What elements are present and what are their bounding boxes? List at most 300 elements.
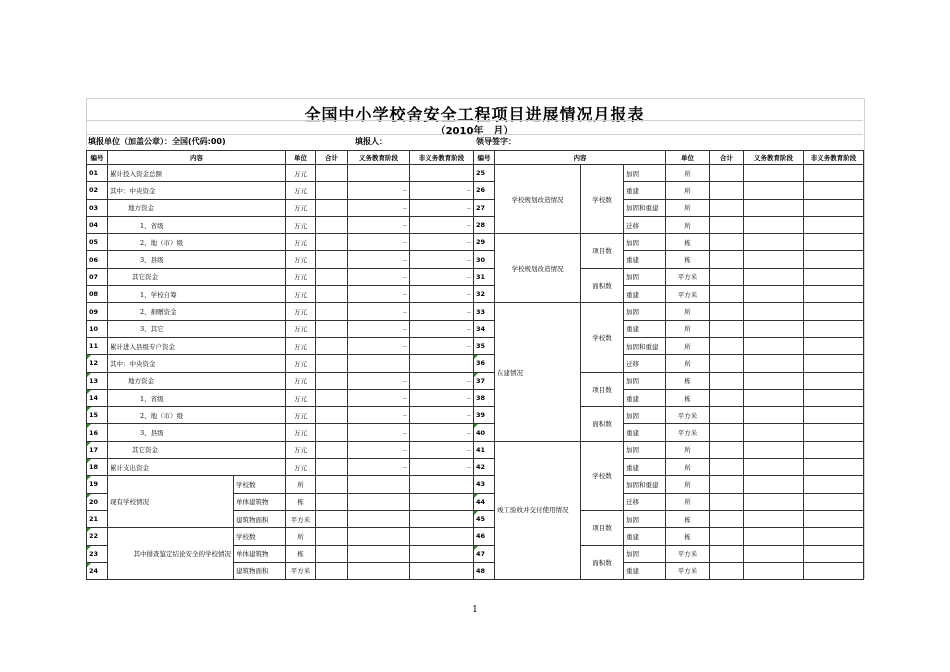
type-cell: 重建 (624, 528, 666, 545)
compulsory-cell[interactable] (744, 165, 804, 182)
unit-cell: 所 (666, 182, 710, 199)
row-number: 27 (474, 199, 495, 216)
noncompulsory-cell[interactable] (804, 562, 864, 579)
total-cell[interactable] (316, 199, 348, 216)
total-cell[interactable] (316, 407, 348, 424)
content-cell: 1、学校自筹 (108, 286, 286, 303)
noncompulsory-cell[interactable]: -- (410, 424, 474, 441)
row-number: 18 (87, 459, 108, 476)
noncompulsory-cell[interactable] (410, 510, 474, 527)
total-cell[interactable] (316, 216, 348, 233)
compulsory-cell[interactable] (348, 528, 410, 545)
total-cell[interactable] (710, 407, 744, 424)
noncompulsory-cell[interactable]: -- (410, 303, 474, 320)
content-cell: 2、捐赠资金 (108, 303, 286, 320)
compulsory-cell[interactable] (744, 441, 804, 458)
noncompulsory-cell[interactable] (804, 510, 864, 527)
compulsory-cell[interactable] (744, 562, 804, 579)
unit-cell: 所 (666, 337, 710, 354)
total-cell[interactable] (316, 493, 348, 510)
total-cell[interactable] (710, 234, 744, 251)
total-cell[interactable] (710, 424, 744, 441)
row-number: 24 (87, 562, 108, 579)
sub-item-cell: 建筑物面积 (234, 562, 286, 579)
total-cell[interactable] (710, 476, 744, 493)
type-cell: 迁移 (624, 355, 666, 372)
type-cell: 加固 (624, 545, 666, 562)
total-cell[interactable] (710, 528, 744, 545)
compulsory-cell[interactable] (744, 528, 804, 545)
noncompulsory-cell[interactable] (804, 216, 864, 233)
unit-cell: 万元 (286, 234, 316, 251)
row-number: 41 (474, 441, 495, 458)
compulsory-cell[interactable]: -- (348, 389, 410, 406)
unit-cell: 万元 (286, 182, 316, 199)
type-cell: 加固和重建 (624, 476, 666, 493)
total-cell[interactable] (710, 251, 744, 268)
compulsory-cell[interactable] (744, 545, 804, 562)
noncompulsory-cell[interactable] (804, 476, 864, 493)
row-number: 44 (474, 493, 495, 510)
total-cell[interactable] (316, 424, 348, 441)
unit-header: 单位 (666, 151, 710, 165)
compulsory-cell[interactable] (744, 424, 804, 441)
sub-area-count: 面积数 (581, 268, 624, 303)
noncompulsory-cell[interactable]: -- (410, 407, 474, 424)
compulsory-cell[interactable] (744, 389, 804, 406)
compulsory-cell[interactable] (744, 251, 804, 268)
sub-item-cell: 建筑物面积 (234, 510, 286, 527)
content-cell: 累计投入资金总额 (108, 165, 286, 182)
content-cell: 地方资金 (108, 199, 286, 216)
filling-unit-label: 填报单位（加盖公章）：全国(代码:00) (88, 137, 226, 146)
noncompulsory-cell[interactable]: -- (410, 372, 474, 389)
total-cell[interactable] (316, 476, 348, 493)
noncompulsory-cell[interactable] (804, 199, 864, 216)
unit-cell: 所 (286, 476, 316, 493)
noncompulsory-cell[interactable]: -- (410, 182, 474, 199)
noncompulsory-cell[interactable]: -- (410, 251, 474, 268)
compulsory-cell[interactable] (348, 476, 410, 493)
compulsory-cell[interactable] (744, 303, 804, 320)
total-cell[interactable] (316, 234, 348, 251)
total-cell[interactable] (710, 389, 744, 406)
total-cell[interactable] (316, 441, 348, 458)
row-number: 23 (87, 545, 108, 562)
compulsory-cell[interactable] (348, 545, 410, 562)
table-row (87, 320, 864, 337)
total-cell[interactable] (710, 268, 744, 285)
total-cell[interactable] (316, 528, 348, 545)
row-number: 21 (87, 510, 108, 527)
type-cell: 加固 (624, 234, 666, 251)
compulsory-cell[interactable] (348, 355, 410, 372)
table-row (87, 182, 864, 199)
total-cell[interactable] (316, 337, 348, 354)
noncompulsory-cell[interactable] (410, 165, 474, 182)
row-number: 46 (474, 528, 495, 545)
type-cell: 重建 (624, 424, 666, 441)
compulsory-cell[interactable]: -- (348, 286, 410, 303)
total-cell[interactable] (710, 216, 744, 233)
compulsory-cell[interactable] (744, 407, 804, 424)
row-number: 28 (474, 216, 495, 233)
noncompulsory-cell[interactable] (804, 372, 864, 389)
noncompulsory-cell[interactable]: -- (410, 234, 474, 251)
row-number: 01 (87, 165, 108, 182)
content-header: 内容 (495, 151, 666, 165)
compulsory-cell[interactable] (744, 459, 804, 476)
type-cell: 加固和重建 (624, 337, 666, 354)
content-header: 内容 (108, 151, 286, 165)
unit-cell: 万元 (286, 389, 316, 406)
num-header: 编号 (474, 151, 495, 165)
compulsory-cell[interactable] (744, 286, 804, 303)
content-cell: 其中：中央资金 (108, 355, 286, 372)
compulsory-cell[interactable]: -- (348, 182, 410, 199)
total-cell[interactable] (710, 182, 744, 199)
unit-cell: 所 (666, 355, 710, 372)
content-cell: 其中：中央资金 (108, 182, 286, 199)
content-cell: 2、地（市）级 (108, 407, 286, 424)
compulsory-cell[interactable] (744, 372, 804, 389)
unit-cell: 万元 (286, 320, 316, 337)
noncompulsory-cell[interactable] (804, 424, 864, 441)
table-row (87, 528, 864, 545)
compulsory-cell[interactable]: -- (348, 303, 410, 320)
compulsory-cell[interactable] (744, 216, 804, 233)
type-cell: 迁移 (624, 493, 666, 510)
row-number: 38 (474, 389, 495, 406)
compulsory-cell[interactable] (744, 337, 804, 354)
leader-signature-label: 领导签字： (476, 137, 516, 146)
content-cell: 累计支出资金 (108, 459, 286, 476)
table-row (87, 268, 864, 285)
total-cell[interactable] (710, 545, 744, 562)
type-cell: 迁移 (624, 216, 666, 233)
total-header: 合计 (710, 151, 744, 165)
noncompulsory-cell[interactable] (804, 355, 864, 372)
noncompulsory-cell[interactable] (410, 476, 474, 493)
unit-cell: 万元 (286, 337, 316, 354)
row-number: 33 (474, 303, 495, 320)
table-row (87, 216, 864, 233)
row-number: 40 (474, 424, 495, 441)
row-number: 32 (474, 286, 495, 303)
content-cell: 地方资金 (108, 372, 286, 389)
unit-cell: 万元 (286, 199, 316, 216)
total-cell[interactable] (710, 303, 744, 320)
total-cell[interactable] (710, 459, 744, 476)
sub-item-cell: 学校数 (234, 528, 286, 545)
unit-cell: 所 (286, 528, 316, 545)
row-number: 03 (87, 199, 108, 216)
unit-cell: 平方米 (666, 562, 710, 579)
compulsory-cell[interactable]: -- (348, 320, 410, 337)
unit-cell: 栋 (666, 510, 710, 527)
unit-cell: 平方米 (286, 562, 316, 579)
total-cell[interactable] (316, 562, 348, 579)
total-cell[interactable] (316, 268, 348, 285)
noncompulsory-cell[interactable] (410, 493, 474, 510)
total-cell[interactable] (316, 545, 348, 562)
noncompulsory-cell[interactable] (804, 165, 864, 182)
noncompulsory-cell[interactable] (804, 441, 864, 458)
compulsory-cell[interactable] (348, 562, 410, 579)
group-existing-schools: 现有学校情况 (108, 476, 234, 528)
compulsory-cell[interactable] (744, 476, 804, 493)
noncompulsory-cell[interactable] (410, 355, 474, 372)
compulsory-cell[interactable] (744, 493, 804, 510)
row-number: 43 (474, 476, 495, 493)
unit-cell: 万元 (286, 165, 316, 182)
row-number: 11 (87, 337, 108, 354)
total-cell[interactable] (710, 286, 744, 303)
content-cell: 1、省级 (108, 389, 286, 406)
total-cell[interactable] (316, 165, 348, 182)
noncompulsory-header: 非义务教育阶段 (804, 151, 864, 165)
type-cell: 加固 (624, 407, 666, 424)
table-row (87, 441, 864, 458)
noncompulsory-cell[interactable]: -- (410, 268, 474, 285)
type-cell: 加固和重建 (624, 199, 666, 216)
unit-cell: 栋 (666, 251, 710, 268)
table-row (87, 355, 864, 372)
sub-item-cell: 单体建筑物 (234, 545, 286, 562)
compulsory-cell[interactable]: -- (348, 424, 410, 441)
compulsory-cell[interactable]: -- (348, 337, 410, 354)
row-number: 42 (474, 459, 495, 476)
unit-header: 单位 (286, 151, 316, 165)
noncompulsory-cell[interactable] (804, 268, 864, 285)
noncompulsory-cell[interactable] (804, 459, 864, 476)
content-cell: 3、县级 (108, 251, 286, 268)
type-cell: 重建 (624, 251, 666, 268)
unit-cell: 万元 (286, 286, 316, 303)
compulsory-cell[interactable] (348, 493, 410, 510)
noncompulsory-cell[interactable] (410, 545, 474, 562)
compulsory-cell[interactable]: -- (348, 441, 410, 458)
noncompulsory-cell[interactable] (804, 493, 864, 510)
compulsory-cell[interactable]: -- (348, 372, 410, 389)
total-cell[interactable] (316, 320, 348, 337)
compulsory-cell[interactable]: -- (348, 199, 410, 216)
num-header: 编号 (87, 151, 108, 165)
unit-cell: 栋 (666, 528, 710, 545)
type-cell: 重建 (624, 562, 666, 579)
table-row (87, 337, 864, 354)
unit-cell: 所 (666, 320, 710, 337)
table-row (87, 459, 864, 476)
total-cell[interactable] (316, 355, 348, 372)
row-number: 20 (87, 493, 108, 510)
unit-cell: 万元 (286, 216, 316, 233)
row-number: 14 (87, 389, 108, 406)
noncompulsory-cell[interactable] (804, 389, 864, 406)
content-cell: 累计进入县级专户资金 (108, 337, 286, 354)
row-number: 16 (87, 424, 108, 441)
filler-label: 填报人： (355, 137, 387, 146)
type-cell: 重建 (624, 320, 666, 337)
row-number: 09 (87, 303, 108, 320)
noncompulsory-cell[interactable] (804, 234, 864, 251)
noncompulsory-cell[interactable]: -- (410, 199, 474, 216)
unit-cell: 所 (666, 459, 710, 476)
compulsory-cell[interactable] (744, 268, 804, 285)
table-row (87, 286, 864, 303)
row-number: 17 (87, 441, 108, 458)
type-cell: 加固 (624, 510, 666, 527)
noncompulsory-cell[interactable] (804, 337, 864, 354)
type-cell: 加固 (624, 303, 666, 320)
noncompulsory-cell[interactable] (804, 545, 864, 562)
type-cell: 加固 (624, 441, 666, 458)
row-number: 15 (87, 407, 108, 424)
total-cell[interactable] (316, 372, 348, 389)
group-planned-projects: 学校规划改造情况 (495, 234, 581, 303)
compulsory-cell[interactable] (348, 165, 410, 182)
row-number: 02 (87, 182, 108, 199)
unit-cell: 栋 (666, 234, 710, 251)
noncompulsory-cell[interactable] (804, 182, 864, 199)
total-cell[interactable] (316, 510, 348, 527)
total-cell[interactable] (710, 165, 744, 182)
compulsory-cell[interactable] (744, 234, 804, 251)
total-cell[interactable] (710, 372, 744, 389)
unit-cell: 所 (666, 165, 710, 182)
compulsory-cell[interactable]: -- (348, 268, 410, 285)
row-number: 10 (87, 320, 108, 337)
compulsory-header: 义务教育阶段 (744, 151, 804, 165)
total-cell[interactable] (316, 251, 348, 268)
total-cell[interactable] (710, 355, 744, 372)
total-cell[interactable] (710, 493, 744, 510)
noncompulsory-cell[interactable] (410, 562, 474, 579)
noncompulsory-cell[interactable]: -- (410, 459, 474, 476)
row-number: 19 (87, 476, 108, 493)
total-cell[interactable] (710, 199, 744, 216)
table-row (87, 234, 864, 251)
noncompulsory-cell[interactable]: -- (410, 216, 474, 233)
row-number: 26 (474, 182, 495, 199)
compulsory-cell[interactable]: -- (348, 234, 410, 251)
noncompulsory-cell[interactable]: -- (410, 441, 474, 458)
group-planned-schools: 学校规划改造情况 (495, 165, 581, 234)
type-cell: 重建 (624, 459, 666, 476)
row-number: 35 (474, 337, 495, 354)
row-number: 08 (87, 286, 108, 303)
unit-cell: 平方米 (286, 510, 316, 527)
row-number: 37 (474, 372, 495, 389)
unit-cell: 万元 (286, 459, 316, 476)
total-cell[interactable] (710, 441, 744, 458)
sub-school-count: 学校数 (581, 303, 624, 372)
sub-project-count: 项目数 (581, 510, 624, 545)
row-number: 22 (87, 528, 108, 545)
compulsory-cell[interactable] (744, 182, 804, 199)
unit-cell: 平方米 (666, 407, 710, 424)
compulsory-cell[interactable]: -- (348, 459, 410, 476)
total-cell[interactable] (316, 459, 348, 476)
total-cell[interactable] (316, 182, 348, 199)
type-cell: 重建 (624, 286, 666, 303)
noncompulsory-cell[interactable]: -- (410, 389, 474, 406)
divider (86, 120, 863, 121)
total-cell[interactable] (316, 286, 348, 303)
group-safe-schools: 其中排查鉴定结论安全的学校情况 (108, 528, 234, 580)
row-number: 04 (87, 216, 108, 233)
table-row (87, 389, 864, 406)
page-number: 1 (472, 605, 478, 615)
sub-area-count: 面积数 (581, 407, 624, 442)
compulsory-cell[interactable] (744, 199, 804, 216)
unit-cell: 万元 (286, 424, 316, 441)
total-cell[interactable] (316, 303, 348, 320)
noncompulsory-cell[interactable]: -- (410, 337, 474, 354)
sub-school-count: 学校数 (581, 165, 624, 234)
noncompulsory-cell[interactable] (804, 320, 864, 337)
unit-cell: 万元 (286, 372, 316, 389)
content-cell: 其它资金 (108, 441, 286, 458)
total-cell[interactable] (710, 320, 744, 337)
content-cell: 1、省级 (108, 216, 286, 233)
content-cell: 3、县级 (108, 424, 286, 441)
noncompulsory-cell[interactable] (804, 303, 864, 320)
compulsory-cell[interactable]: -- (348, 251, 410, 268)
row-number: 29 (474, 234, 495, 251)
total-cell[interactable] (710, 562, 744, 579)
type-cell: 加固 (624, 268, 666, 285)
unit-cell: 栋 (286, 493, 316, 510)
noncompulsory-cell[interactable]: -- (410, 286, 474, 303)
noncompulsory-cell[interactable]: -- (410, 320, 474, 337)
sub-project-count: 项目数 (581, 372, 624, 407)
compulsory-cell[interactable] (744, 320, 804, 337)
noncompulsory-cell[interactable] (410, 528, 474, 545)
compulsory-cell[interactable] (744, 510, 804, 527)
unit-cell: 平方米 (666, 424, 710, 441)
row-number: 13 (87, 372, 108, 389)
unit-cell: 万元 (286, 441, 316, 458)
table-row (87, 372, 864, 389)
row-number: 30 (474, 251, 495, 268)
total-cell[interactable] (710, 510, 744, 527)
noncompulsory-cell[interactable] (804, 286, 864, 303)
content-cell: 3、其它 (108, 320, 286, 337)
noncompulsory-cell[interactable] (804, 528, 864, 545)
row-number: 45 (474, 510, 495, 527)
total-cell[interactable] (316, 389, 348, 406)
unit-cell: 万元 (286, 268, 316, 285)
sub-school-count: 学校数 (581, 441, 624, 510)
unit-cell: 所 (666, 303, 710, 320)
compulsory-cell[interactable]: -- (348, 407, 410, 424)
noncompulsory-cell[interactable] (804, 251, 864, 268)
unit-cell: 万元 (286, 303, 316, 320)
noncompulsory-header: 非义务教育阶段 (410, 151, 474, 165)
compulsory-cell[interactable]: -- (348, 216, 410, 233)
total-cell[interactable] (710, 337, 744, 354)
row-number: 36 (474, 355, 495, 372)
compulsory-cell[interactable] (348, 510, 410, 527)
noncompulsory-cell[interactable] (804, 407, 864, 424)
compulsory-cell[interactable] (744, 355, 804, 372)
unit-cell: 平方米 (666, 268, 710, 285)
sub-project-count: 项目数 (581, 234, 624, 269)
unit-cell: 栋 (286, 545, 316, 562)
table-row (87, 424, 864, 441)
type-cell: 重建 (624, 389, 666, 406)
